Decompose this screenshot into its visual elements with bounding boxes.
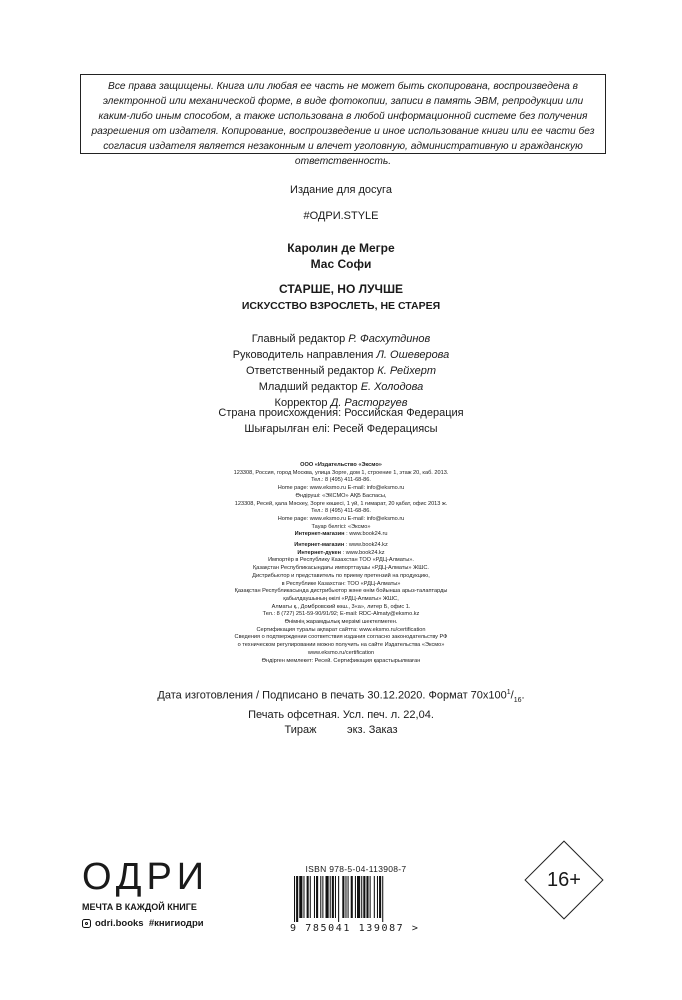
shop-url: : www.book24.kz [341,549,385,556]
staff-line [0,331,682,347]
distributor-2: в Республике Казахстан: ТОО «РДЦ-Алматы» [281,580,401,587]
distributor-kz-2: қабылдаушының өкілі «РДЦ-Алматы» ЖШС, [283,595,399,602]
cert-kz: Сертификация туралы ақпарат сайтта: www.eksmo.ru/certification [256,626,426,633]
author-2: Мас Софи [310,257,372,271]
format-denominator: 16 [513,696,522,704]
shop-url: : www.book24.kz [344,542,388,549]
staff-line [0,347,682,363]
print-line-3: Тираж экз. Заказ [284,723,398,736]
staff-line [0,379,682,395]
staff-role: Ответственный редактор [245,365,375,377]
staff-name: Р. Фасхутдинов [348,333,431,345]
validity: Өнімнің жарамдылық мерзімі шектелмеген. [284,619,398,626]
publisher-name: ООО «Издательство «Эксмо» [300,462,382,468]
print-line-2: Печать офсетная. Усл. печ. л. 22,04. [248,708,434,721]
publisher-address-ru: 123308, Россия, город Москва, улица Зорге, дом 1, строение 1, этаж 20, каб. 2013. [233,469,449,476]
publisher-info [0,462,682,665]
publisher-maker-kz: Өндіруші: «ЭКСМО» АҚБ Баспасы, [295,492,387,499]
staff-role: Главный редактор [251,333,346,345]
almaty-tel: Тел.: 8 (727) 251-59-90/91/92; E-mail: RDC-Almaty@eksmo.kz [262,611,420,618]
staff-role: Корректор [274,397,328,409]
shop-url: : www.book24.ru [344,531,388,538]
instagram-icon [82,919,91,928]
shop-label: Интернет-магазин [294,531,345,538]
almaty-address: Алматы қ., Домбровский көш., 3«а», литер Б, офис 1. [271,603,411,610]
importer-kz: Қазақстан Республикасындағы импорттаушы «РДЦ-Алматы» ЖШС. [253,565,429,572]
author-1: Каролин де Мегре [287,241,395,255]
isbn-label: ISBN 978-5-04-113908-7 [305,864,407,874]
isbn-digits: 9 785041 139087 > [290,923,420,934]
staff-name: Е. Холодова [360,381,424,393]
shop-kz2 [0,550,682,558]
format-numerator: 1 [506,689,511,696]
staff-name: К. Рейхерт [377,365,437,377]
print-line-end: . [521,689,525,702]
age-rating: 16+ [547,869,581,891]
publisher-tel-ru: Тел.: 8 (495) 411-68-86. [311,477,371,484]
publisher-web-ru: Home page: www.eksmo.ru E-mail: info@eksmo.ru [277,485,405,492]
shop-ru [0,531,682,539]
trademark: Тауар белгісі: «Эксмо» [311,523,371,530]
staff-role: Младший редактор [258,381,358,393]
editorial-staff [0,331,682,411]
isbn-barcode [290,864,422,934]
conformity-2: о техническом регулировании можно получить на сайте Издательства «Эксмо» [237,642,445,649]
origin-kz: Өндірген мемлекет: Ресей. Сертификация қарастырылмаған [261,657,421,664]
country-ru: Страна происхождения: Российская Федерация [218,407,464,419]
publisher-logo [82,858,209,929]
shop-label: Интернет-дүкен [297,549,342,556]
staff-line [0,363,682,379]
shop-label: Интернет-магазин [294,542,345,549]
publisher-tel-kz: Тел.: 8 (495) 411-68-86. [311,508,371,515]
distributor: Дистрибьютор и представитель по приему претензий на продукцию, [252,572,430,579]
distributor-kz: Қазақстан Республикасында дистрибьютор және өнім бойынша арыз-талаптарды [234,588,448,595]
barcode-icon [290,876,422,922]
conformity-3: www.eksmo.ru/certification [307,649,375,656]
print-line-1: Дата изготовления / Подписано в печать 30.12.2020. Формат $70x100^1/_{16}$. [157,689,525,704]
rights-notice-text: Все права защищены. Книга или любая ее часть не может быть скопирована, воспроизведена в электронной или механической форме, в виде фотокопии, записи в память ЭВМ, репродукции или каким-либо иным способом, а также использована в любой информационной системе без получения разрешения от издателя. Копирование, воспроизведение и иное использование книги или ее части без согласия издателя является незаконным и влечет уголовную, административную и гражданскую ответственность. [91,81,595,167]
print-info [0,685,682,738]
country-of-origin [0,405,682,437]
conformity-1: Сведения о подтверждении соответствия издания согласно законодательству РФ [234,634,448,641]
staff-role: Руководитель направления [232,349,374,361]
shop-kz [0,542,682,550]
publisher-address-kz: 123308, Ресей, қала Мәскеу, Зорге көшесі, 1 үй, 1 ғимарат, 20 қабат, офис 2013 ж. [234,500,448,507]
staff-name: Д. Расторгуев [330,397,408,409]
logo-tagline: МЕЧТА В КАЖДОЙ КНИГЕ [82,902,197,912]
book-title: СТАРШЕ, НО ЛУЧШЕ [278,282,404,296]
staff-name: Л. Ошеверова [376,349,450,361]
importer: Импортёр в Республику Казахстан ТОО «РДЦ-Алматы». [268,557,414,564]
age-rating-badge [524,840,604,920]
logo-wordmark: ОДРИ [82,856,210,898]
book-subtitle: ИСКУССТВО ВЗРОСЛЕТЬ, НЕ СТАРЕЯ [241,300,441,312]
rights-notice [80,74,606,167]
logo-social [82,918,209,929]
hashtag: #ОДРИ.STYLE [303,210,379,222]
country-kz: Шығарылған елі: Ресей Федерациясы [244,423,438,435]
edition-type: Издание для досуга [290,184,392,196]
authors [0,240,682,272]
publisher-web-kz: Home page: www.eksmo.ru E-mail: info@eksmo.ru [277,515,405,522]
print-format: Дата изготовления / Подписано в печать 30.12.2020. Формат 70x100 [157,689,507,702]
social-handle: odri.books #книгиодри [95,918,204,929]
